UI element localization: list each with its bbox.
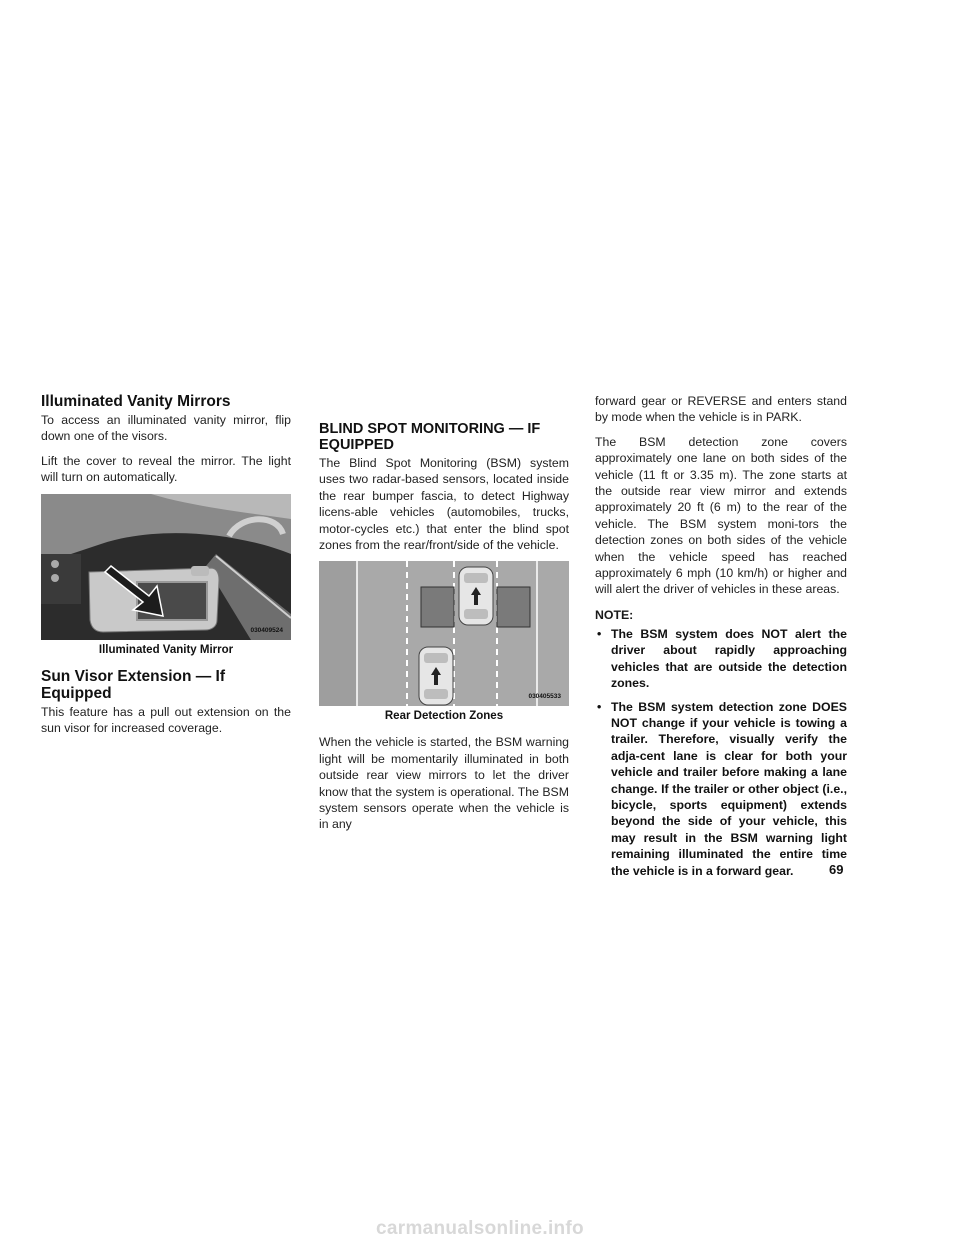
heading-blind-spot-monitoring: BLIND SPOT MONITORING — IF EQUIPPED	[319, 421, 541, 453]
bullet-glyph: •	[597, 626, 602, 641]
note-bullet	[595, 699, 847, 879]
vanity-mirror-para-2: Lift the cover to reveal the mirror. The light will turn on automatically.	[41, 453, 291, 485]
vanity-mirror-drawing	[41, 494, 291, 640]
vanity-mirror-illustration	[41, 494, 291, 640]
rear-detection-caption: Rear Detection Zones	[384, 710, 504, 723]
vanity-mirror-para-1: To access an illuminated vanity mirror, flip down one of the visors.	[41, 413, 291, 444]
note-bullets	[595, 626, 847, 879]
vanity-mirror-figure	[41, 494, 291, 656]
figure-code: 030409524	[250, 626, 283, 634]
rear-detection-illustration	[319, 561, 569, 706]
right-column	[595, 393, 847, 886]
note-bullet	[595, 626, 847, 692]
page-number: 69	[829, 862, 844, 877]
figure-code: 030405533	[528, 693, 561, 701]
left-column	[41, 393, 291, 744]
bsm-intro-para: The Blind Spot Monitoring (BSM) system uses two radar-based sensors, located inside the rear bumper fascia, to detect Highway licens-able vehicles (automobiles, trucks, motor-cycles etc.) that enter the blind spot zones from the rear/front/side of the vehicle.	[319, 456, 569, 553]
sun-visor-para: This feature has a pull out extension on the sun visor for increased coverage.	[41, 704, 291, 736]
middle-column	[319, 393, 569, 841]
bullet-glyph: •	[597, 699, 602, 714]
rear-detection-drawing	[319, 561, 569, 706]
bsm-standby-para: forward gear or REVERSE and enters stand by mode when the vehicle is in PARK.	[595, 394, 847, 425]
vanity-mirror-caption: Illuminated Vanity Mirror	[98, 643, 234, 656]
heading-illuminated-vanity-mirrors: Illuminated Vanity Mirrors	[41, 393, 231, 410]
bsm-warning-para: When the vehicle is started, the BSM warning light will be momentarily illuminated in both outside rear view mirrors to let the driver know that the system is operational. The BSM system sensors operate when the vehicle is in any	[319, 735, 569, 832]
bsm-zone-para: The BSM detection zone covers approximately one lane on both sides of the vehicle (11 ft or 3.35 m). The zone starts at the outside rear view mirror and extends approximately 20 ft (6 m) to the rear of the vehicle. The BSM system moni-tors the detection zones on both sides of the vehicle when the vehicle speed has reached approximately 6 mph (10 km/h) or higher and will alert the driver of vehicles in these areas.	[595, 434, 847, 597]
heading-sun-visor-extension: Sun Visor Extension — If Equipped	[41, 667, 226, 702]
note-bullet-text: The BSM system detection zone DOES NOT change if your vehicle is towing a trailer. Therefore, visually verify the adja-cent lane is clear for both your vehicle and trailer before making a lane change. If the trailer or other object (i.e., bicycle, sports equipment) extends beyond the side of your vehicle, this may result in the BSM warning light remaining illuminated the entire time the vehicle is in a forward gear.	[611, 699, 847, 878]
watermark: carmanualsonline.info	[376, 1218, 584, 1239]
note-label: NOTE:	[595, 607, 634, 622]
rear-detection-figure	[319, 561, 569, 722]
note-bullet-text: The BSM system does NOT alert the driver about rapidly approaching vehicles that are outside the detection zones.	[611, 626, 847, 691]
